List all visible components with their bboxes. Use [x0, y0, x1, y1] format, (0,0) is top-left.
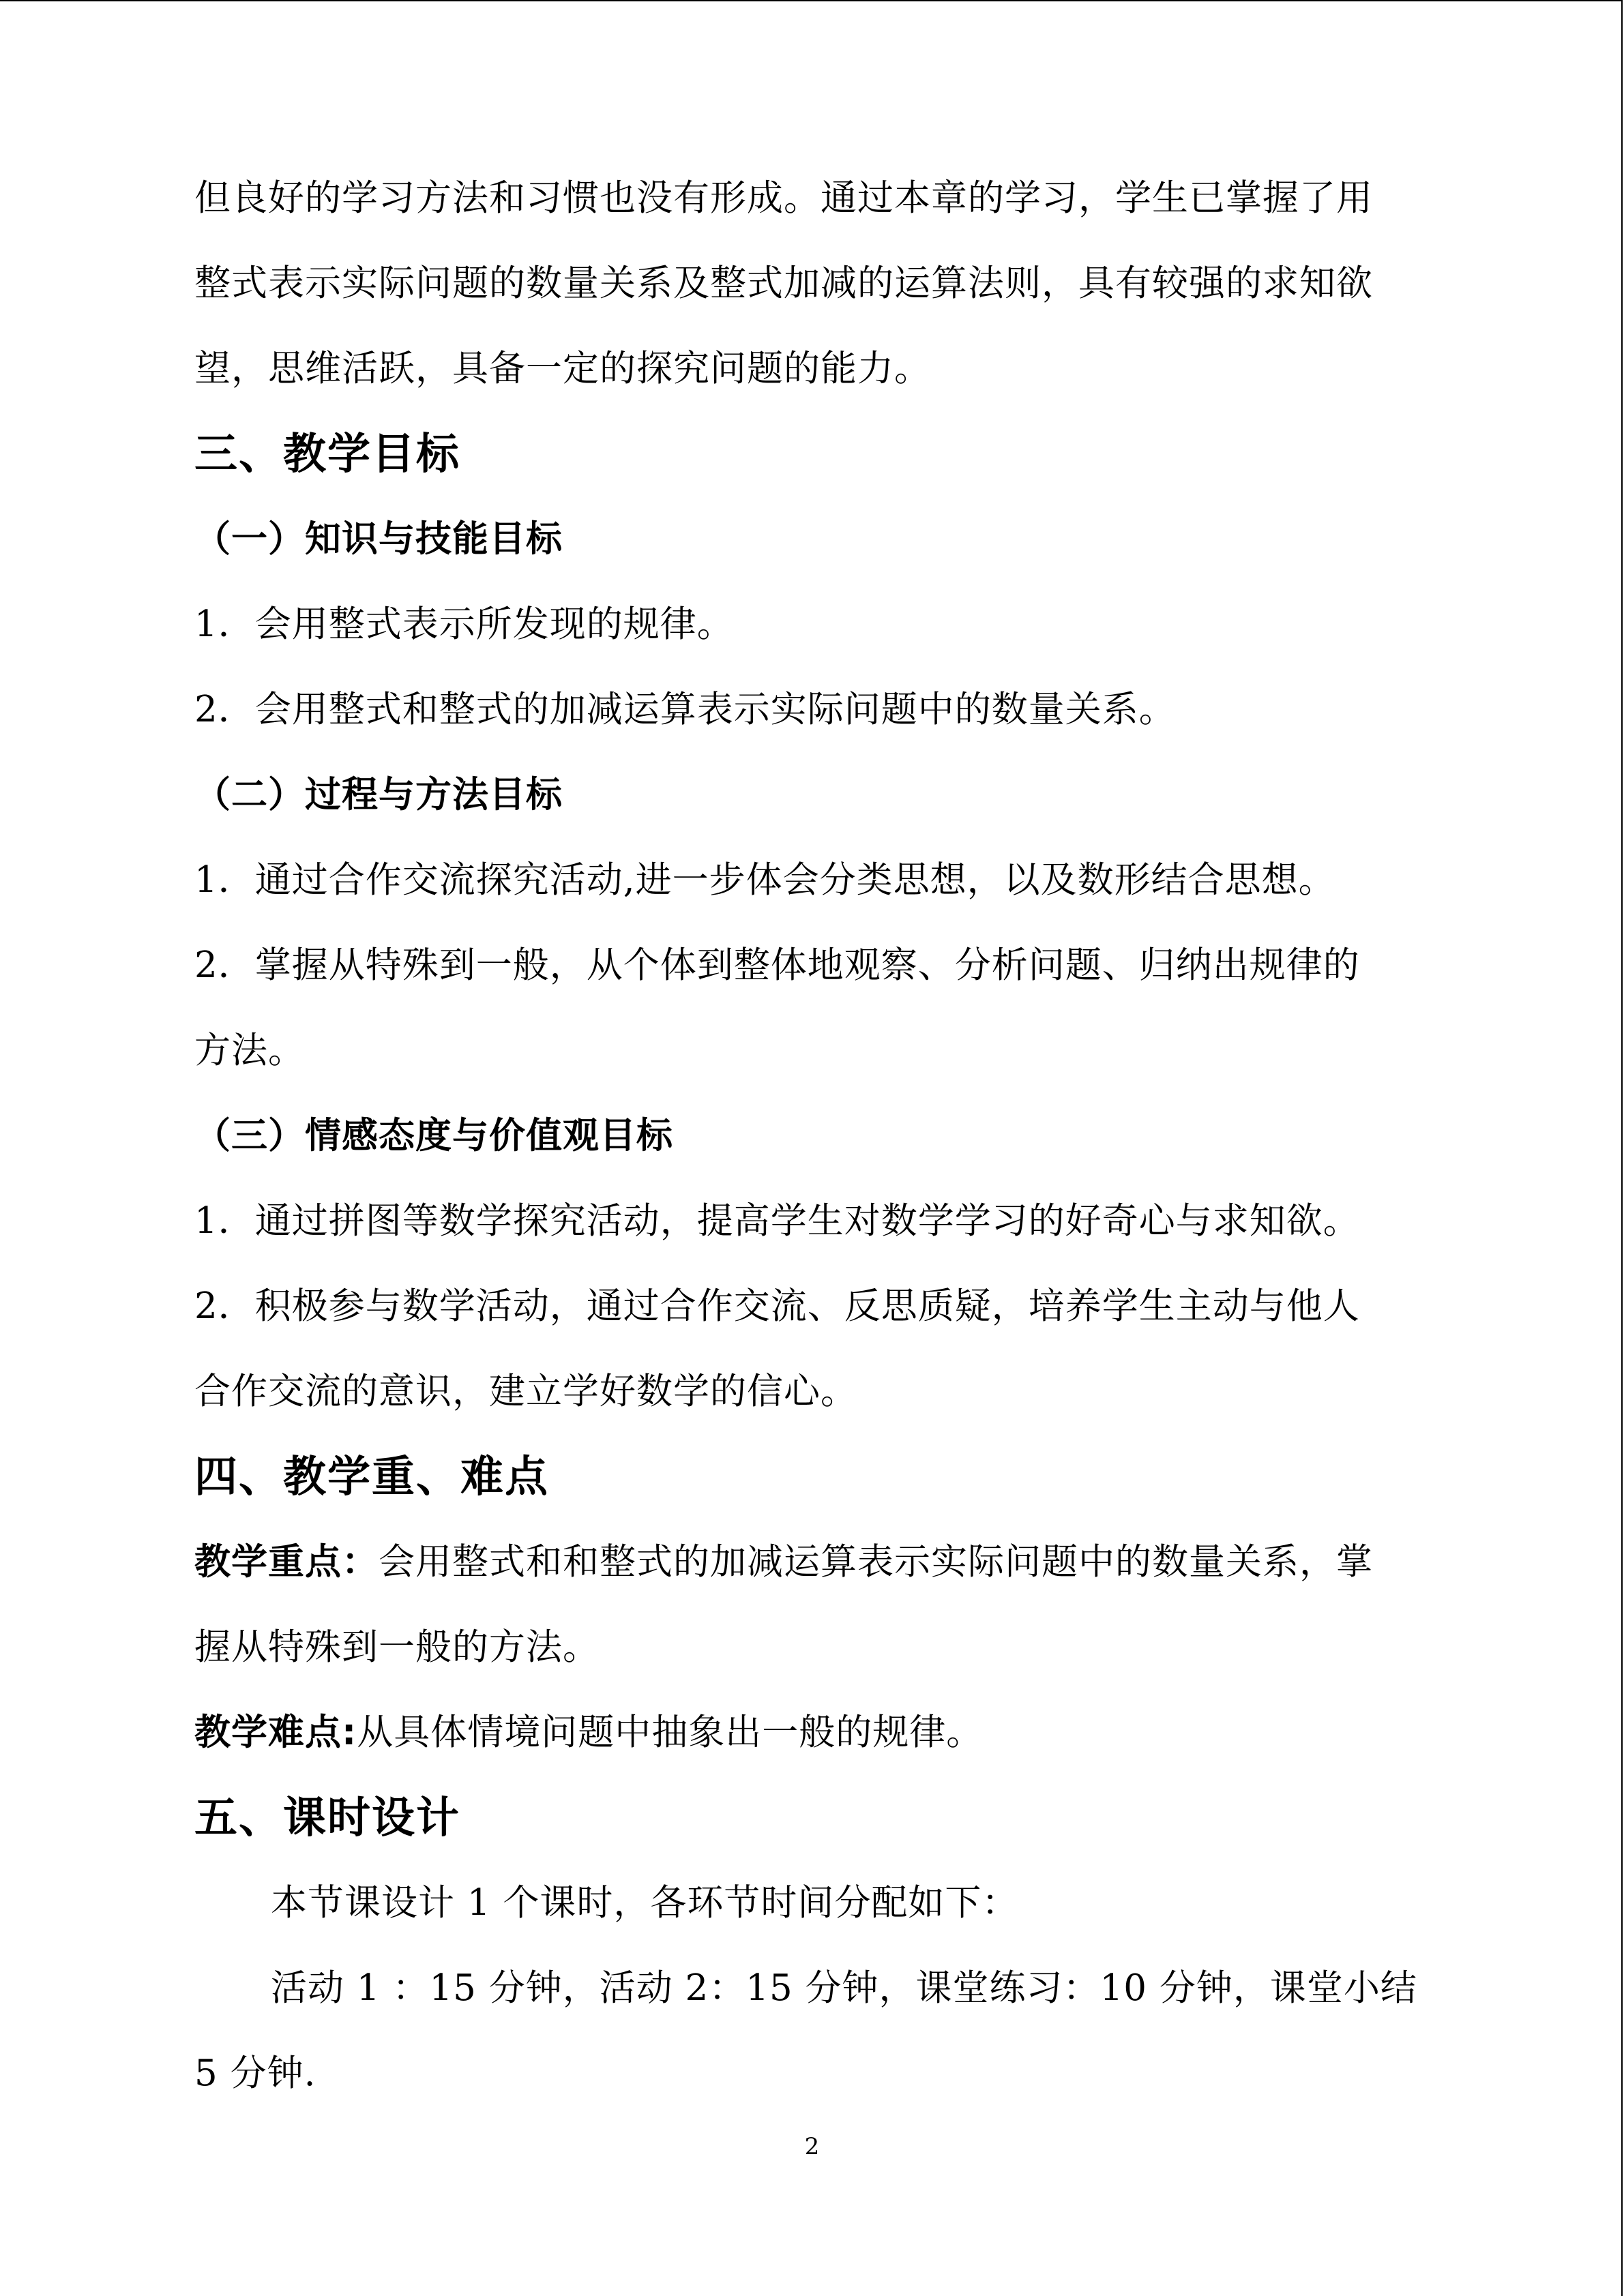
subheading-attitude-values: （三）情感态度与价值观目标 [194, 1115, 673, 1157]
subheading-knowledge-skills: （一）知识与技能目标 [194, 518, 563, 560]
paragraph-line: 望，思维活跃，具备一定的探究问题的能力。 [194, 348, 931, 389]
section-heading-lesson-design: 五、课时设计 [194, 1793, 460, 1843]
paragraph-line: 但良好的学习方法和习惯也没有形成。通过本章的学习，学生已掌握了用 [194, 177, 1373, 219]
document-body [194, 155, 1429, 2116]
list-item: 2．会用整式和整式的加减运算表示实际问题中的数量关系。 [194, 689, 1176, 730]
section-heading-objectives: 三、教学目标 [194, 429, 460, 479]
difficult-point-label: 教学难点: [194, 1712, 357, 1753]
paragraph-line: 活动 1 ：15 分钟，活动 2：15 分钟，课堂练习：10 分钟，课堂小结 [271, 1967, 1417, 2009]
paragraph-line: 本节课设计 1 个课时，各环节时间分配如下： [271, 1882, 1019, 1924]
list-item: 2．积极参与数学活动，通过合作交流、反思质疑，培养学生主动与他人 [194, 1285, 1360, 1327]
key-point-text: 会用整式和和整式的加减运算表示实际问题中的数量关系，掌 [379, 1541, 1373, 1583]
key-point-line [194, 1519, 1429, 1605]
list-item: 1．通过合作交流探究活动,进一步体会分类思想，以及数形结合思想。 [194, 859, 1335, 901]
list-item-continuation: 方法。 [194, 1030, 305, 1071]
paragraph-line: 整式表示实际问题的数量关系及整式加减的运算法则，具有较强的求知欲 [194, 263, 1373, 304]
list-item: 1．会用整式表示所发现的规律。 [194, 603, 734, 645]
subheading-process-method: （二）过程与方法目标 [194, 774, 563, 816]
page-number: 2 [804, 2133, 820, 2160]
key-point-continuation: 握从特殊到一般的方法。 [194, 1626, 600, 1668]
list-item: 2．掌握从特殊到一般，从个体到整体地观察、分析问题、归纳出规律的 [194, 944, 1360, 986]
section-heading-key-difficult-points: 四、教学重、难点 [194, 1452, 549, 1502]
list-item-continuation: 合作交流的意识，建立学好数学的信心。 [194, 1371, 857, 1412]
difficult-point-text: 从具体情境问题中抽象出一般的规律。 [357, 1712, 984, 1753]
difficult-point-line [194, 1690, 1429, 1775]
key-point-label: 教学重点： [194, 1541, 379, 1583]
paragraph-line: 5 分钟. [194, 2053, 316, 2094]
list-item: 1．通过拼图等数学探究活动，提高学生对数学学习的好奇心与求知欲。 [194, 1200, 1360, 1242]
